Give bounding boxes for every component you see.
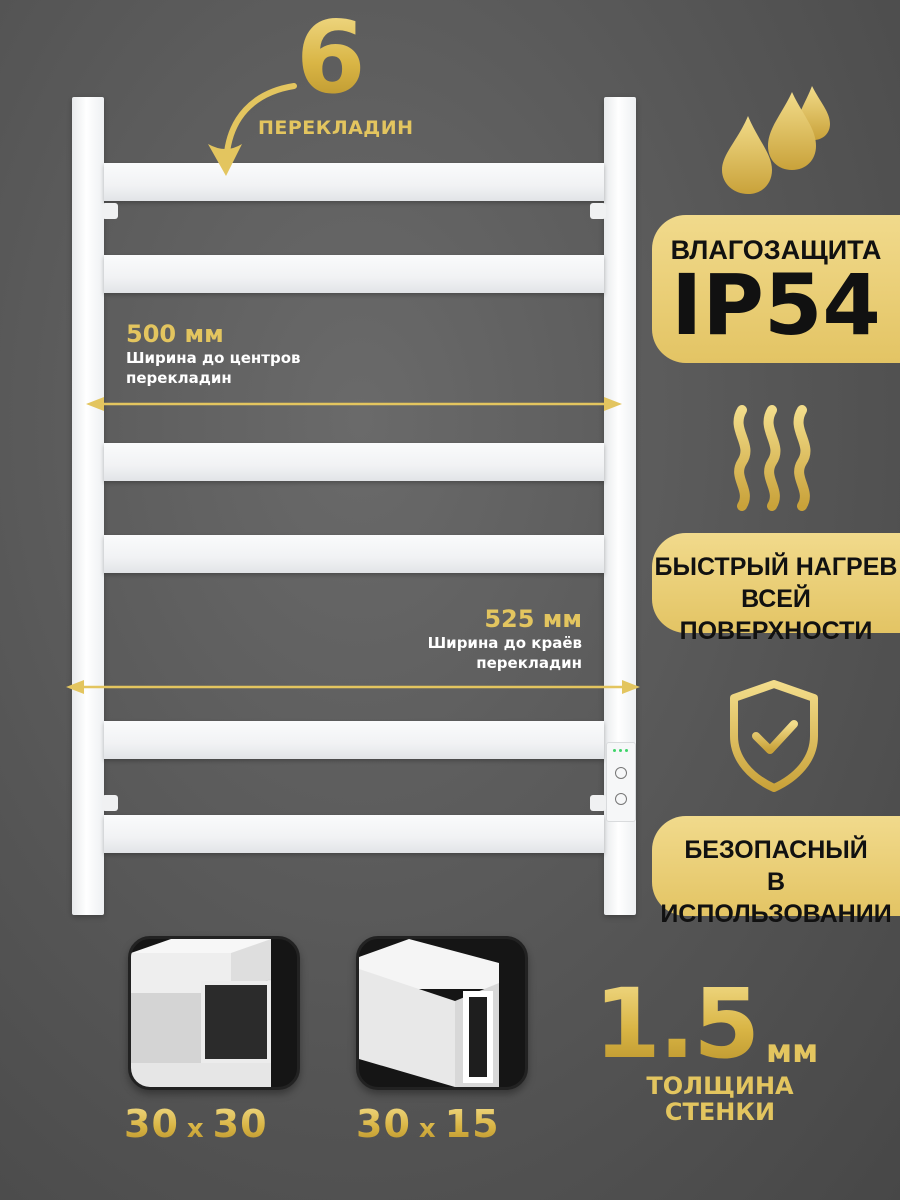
profile-size-b: 15	[444, 1102, 500, 1146]
wall-bracket	[102, 203, 118, 219]
wall-bracket	[590, 795, 606, 811]
crossbar	[104, 163, 604, 201]
feature-badge-safety	[652, 816, 900, 928]
wall-bracket	[102, 795, 118, 811]
wall-thickness-value: 1.5	[594, 968, 759, 1080]
feature-line1: ВЛАГОЗАЩИТА	[670, 235, 882, 265]
dimension-value: 500 мм	[126, 320, 224, 348]
profile-size-b: 30	[212, 1102, 268, 1146]
water-drops-icon	[716, 84, 836, 196]
profile-rect-box	[356, 936, 528, 1090]
dimension-desc-line2: перекладин	[126, 369, 232, 387]
heat-waves-icon	[728, 404, 818, 512]
crossbar-label: ПЕРЕКЛАДИН	[258, 117, 414, 139]
crossbar	[104, 255, 604, 293]
control-unit	[606, 742, 636, 822]
crossbar-count: 6	[296, 6, 396, 110]
wall-thickness-label1: ТОЛЩИНА	[646, 1072, 794, 1100]
power-icon[interactable]	[615, 793, 627, 805]
timer-icon[interactable]	[615, 767, 627, 779]
dimension-arrow-500	[84, 394, 624, 414]
feature-badge-heating	[652, 533, 900, 645]
dimension-desc-line1: Ширина до краёв	[427, 634, 582, 652]
crossbar	[104, 535, 604, 573]
feature-line2: IP54	[671, 256, 881, 354]
left-post	[72, 97, 104, 915]
feature-line2: В ИСПОЛЬЗОВАНИИ	[660, 868, 892, 928]
profile-size-x: x	[186, 1114, 205, 1144]
curved-arrow-icon	[196, 76, 306, 186]
crossbar	[104, 815, 604, 853]
crossbar	[104, 721, 604, 759]
profile-size-30x15	[356, 1102, 536, 1146]
profile-square-box	[128, 936, 300, 1090]
dimension-500	[126, 320, 386, 388]
wall-thickness-label2: СТЕНКИ	[664, 1098, 776, 1126]
feature-line1: БЕЗОПАСНЫЙ	[684, 836, 868, 864]
crossbar	[104, 443, 604, 481]
profile-size-a: 30	[124, 1102, 179, 1146]
feature-badge-ip54	[652, 215, 900, 363]
wall-thickness-unit: мм	[766, 1032, 819, 1070]
wall-bracket	[590, 203, 606, 219]
dimension-desc-line1: Ширина до центров	[126, 349, 301, 367]
dimension-arrow-525	[64, 677, 642, 697]
feature-line1: БЫСТРЫЙ НАГРЕВ	[654, 553, 898, 581]
indicator-leds	[613, 749, 629, 753]
profile-size-a: 30	[356, 1102, 411, 1146]
dimension-525	[330, 605, 582, 673]
shield-check-icon	[726, 680, 822, 792]
profile-size-30x30	[124, 1102, 304, 1146]
feature-line2: ВСЕЙ ПОВЕРХНОСТИ	[679, 585, 873, 645]
square-profile-icon	[131, 939, 297, 1087]
dimension-desc-line2: перекладин	[476, 654, 582, 672]
dimension-value: 525 мм	[484, 605, 582, 633]
profile-size-x: x	[418, 1114, 437, 1144]
wall-thickness	[594, 968, 894, 1134]
rect-profile-icon	[359, 939, 525, 1087]
